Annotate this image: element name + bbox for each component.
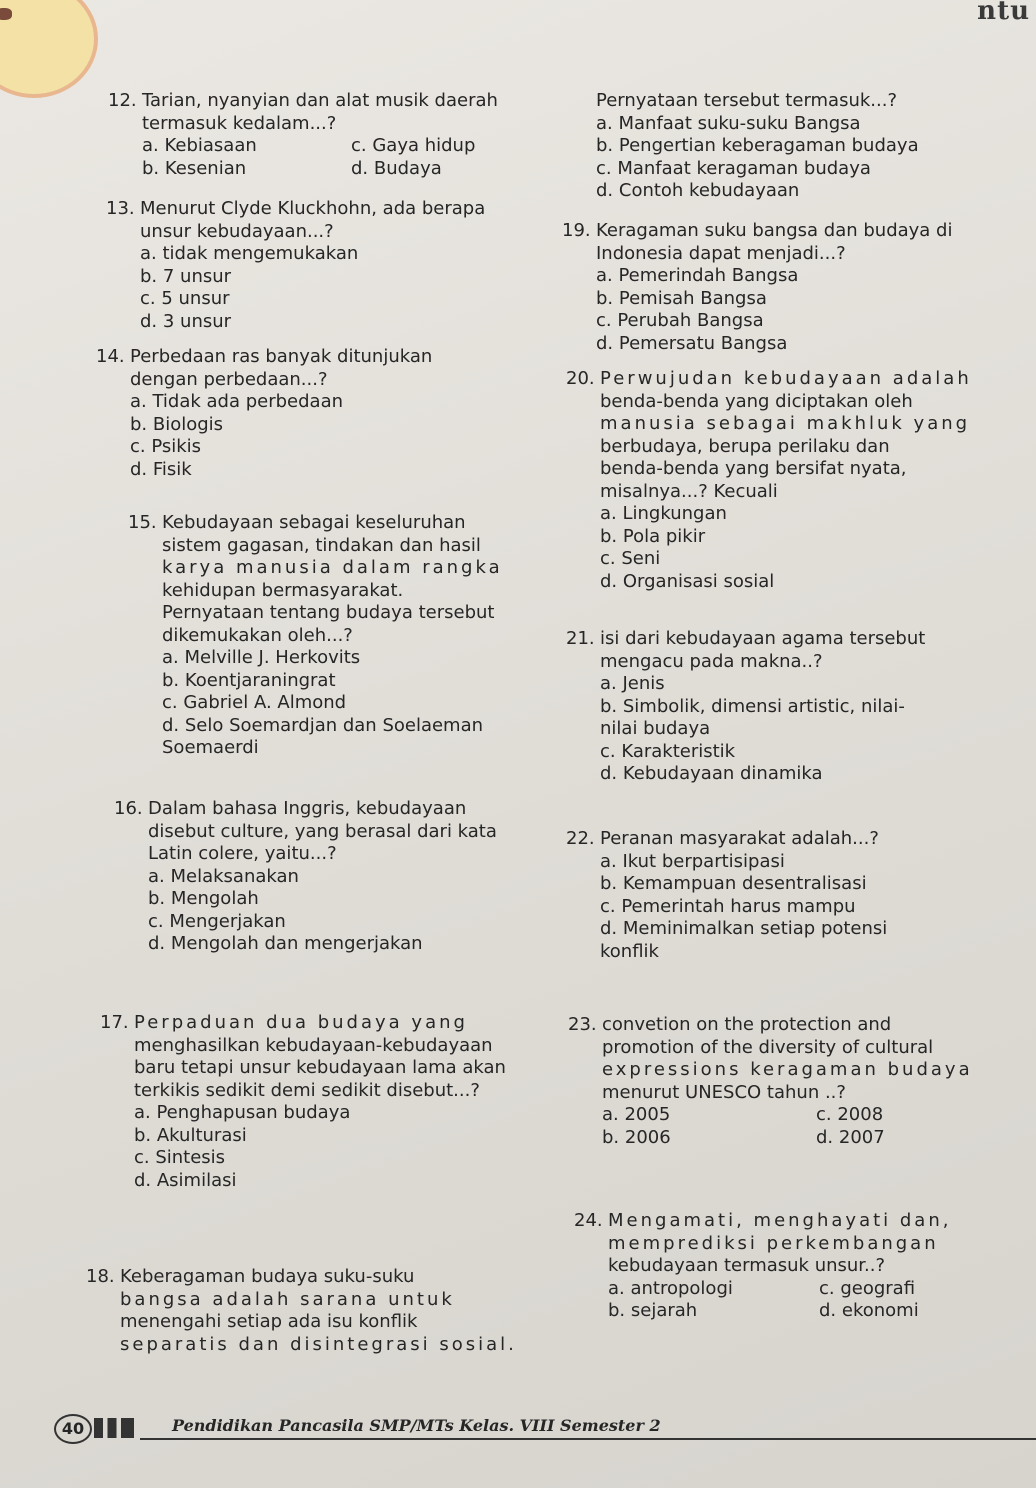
question-stem-line — [100, 798, 560, 821]
question-number: 20. — [566, 368, 595, 389]
answer-options — [578, 1104, 1030, 1149]
question-stem-line — [100, 1057, 560, 1080]
answer-option[interactable]: a. antropologi — [608, 1277, 733, 1299]
question-stem-text: terkikis sedikit demi sedikit disebut...? — [134, 1079, 480, 1101]
answer-option[interactable]: c. Mengerjakan — [148, 910, 286, 932]
answer-option[interactable]: d. Organisasi sosial — [600, 570, 775, 592]
question-stem-text: karya manusia dalam rangka — [162, 557, 503, 578]
answer-option[interactable]: d. Budaya — [351, 157, 442, 179]
question-stem-text: Dalam bahasa Inggris, kebudayaan — [148, 798, 467, 819]
question-stem-line — [100, 1035, 560, 1058]
question-stem-text: benda-benda yang bersifat nyata, — [600, 458, 907, 479]
question-stem-line — [578, 1255, 1030, 1278]
question-q14 — [96, 346, 560, 481]
answer-option[interactable]: b. Kesenian — [142, 157, 247, 179]
answer-option-row — [134, 1170, 560, 1193]
answer-option-row — [134, 1147, 560, 1170]
question-stem-text: promotion of the diversity of cultural — [602, 1036, 934, 1058]
answer-option-row — [602, 1104, 1030, 1127]
answer-option-row — [600, 696, 1030, 719]
answer-option-row — [600, 873, 1030, 896]
question-stem-line — [578, 1037, 1030, 1060]
answer-option[interactable]: d. Kebudayaan dinamika — [600, 763, 823, 784]
question-stem-text: Latin colere, yaitu...? — [148, 843, 337, 864]
question-stem-text: memprediksi perkembangan — [608, 1232, 939, 1254]
question-q13 — [100, 198, 560, 333]
book-title: Pendidikan Pancasila SMP/MTs Kelas. VIII Semester 2 — [172, 1416, 661, 1435]
question-number: 22. — [566, 828, 595, 849]
answer-option[interactable]: a. Melville J. Herkovits — [162, 647, 361, 668]
answer-option[interactable]: c. Seni — [600, 548, 661, 569]
answer-option-row — [596, 135, 1030, 158]
question-q18 — [86, 1266, 560, 1356]
question-stem-text: Perpaduan dua budaya yang — [134, 1012, 468, 1033]
question-stem-text: sistem gagasan, tindakan dan hasil — [162, 534, 481, 556]
answer-options — [100, 866, 560, 956]
question-number: 19. — [562, 220, 591, 241]
question-stem-text: Perbedaan ras banyak ditunjukan — [130, 346, 433, 367]
question-stem-text: menengahi setiap ada isu konflik — [120, 1311, 418, 1332]
answer-option-row — [608, 1300, 1030, 1323]
answer-option-row — [130, 459, 560, 482]
question-number: 17. — [100, 1012, 129, 1033]
question-stem-line — [100, 625, 560, 648]
question-stem-text: Pernyataan tersebut termasuk...? — [596, 90, 898, 111]
answer-option[interactable]: Soemaerdi — [162, 737, 259, 758]
question-number: 15. — [128, 512, 157, 533]
question-q22 — [566, 828, 1030, 963]
question-stem-line — [100, 1080, 560, 1103]
question-stem-line — [100, 535, 560, 558]
answer-options — [100, 647, 560, 760]
question-stem-line — [578, 1082, 1030, 1105]
answer-option[interactable]: b. 2006 — [602, 1126, 671, 1148]
answer-option-row — [148, 933, 560, 956]
answer-option[interactable]: c. Gaya hidup — [351, 135, 476, 156]
question-stem-line — [566, 628, 1030, 651]
answer-option[interactable]: a. Manfaat suku-suku Bangsa — [596, 112, 861, 134]
answer-option-row — [130, 414, 560, 437]
question-stem-line — [86, 1266, 560, 1289]
question-stem-text: convetion on the protection and — [602, 1014, 892, 1035]
answer-option[interactable]: a. Penghapusan budaya — [134, 1102, 351, 1123]
answer-option-row — [130, 391, 560, 414]
question-stem-text: dikemukakan oleh...? — [162, 624, 353, 646]
question-q12 — [100, 90, 560, 180]
answer-option[interactable]: c. Psikis — [130, 436, 202, 457]
page-footer — [54, 1414, 1036, 1448]
question-stem-line — [566, 368, 1030, 391]
question-stem-line — [100, 821, 560, 844]
answer-option-row — [130, 436, 560, 459]
answer-option[interactable]: b. Simbolik, dimensi artistic, nilai- — [600, 695, 905, 717]
answer-option[interactable]: c. Gabriel A. Almond — [162, 692, 347, 713]
question-stem-line — [574, 1210, 1030, 1233]
answer-option[interactable]: c. 2008 — [816, 1104, 884, 1125]
question-stem-text: Keragaman suku bangsa dan budaya di — [596, 220, 953, 241]
sticker-detail — [0, 8, 12, 20]
question-stem-text: dengan perbedaan...? — [130, 368, 328, 390]
question-stem-text: disebut culture, yang berasal dari kata — [148, 820, 497, 842]
answer-option-row — [600, 673, 1030, 696]
answer-option[interactable]: a. Melaksanakan — [148, 865, 299, 887]
answer-option[interactable]: c. geografi — [819, 1277, 916, 1299]
answer-option[interactable]: b. Mengolah — [148, 888, 259, 909]
answer-options — [100, 1102, 560, 1192]
answer-option-row — [600, 941, 1030, 964]
question-number: 24. — [574, 1210, 603, 1231]
answer-options — [578, 265, 1030, 355]
question-stem-line — [100, 512, 560, 535]
question-q16 — [100, 798, 560, 956]
answer-option[interactable]: d. 2007 — [816, 1126, 885, 1148]
answer-option-row — [600, 763, 1030, 786]
page-number: 40 — [54, 1414, 92, 1444]
answer-option[interactable]: a. Ikut berpartisipasi — [600, 850, 785, 872]
question-stem-text: manusia sebagai makhluk yang — [600, 413, 971, 434]
answer-option[interactable]: d. 3 unsur — [140, 310, 232, 332]
answer-option[interactable]: a. Kebiasaan — [142, 135, 257, 156]
answer-option-row — [600, 571, 1030, 594]
question-stem-line — [100, 198, 560, 221]
question-stem-line — [578, 458, 1030, 481]
answer-option-row — [134, 1102, 560, 1125]
answer-option[interactable]: b. Pengertian keberagaman budaya — [596, 135, 919, 156]
question-stem-text: menurut UNESCO tahun ..? — [602, 1081, 846, 1103]
answer-option-row — [162, 670, 560, 693]
answer-options — [578, 503, 1030, 593]
answer-option-row — [600, 503, 1030, 526]
question-stem-text: isi dari kebudayaan agama tersebut — [600, 628, 926, 649]
answer-option-row — [142, 135, 560, 158]
question-stem-text: berbudaya, berupa perilaku dan — [600, 435, 890, 457]
question-q15 — [100, 512, 560, 760]
question-stem-line — [100, 90, 560, 113]
footer-rule — [140, 1438, 1036, 1440]
question-number: 18. — [86, 1266, 115, 1287]
question-stem-text: Menurut Clyde Kluckhohn, ada berapa — [140, 198, 486, 219]
answer-option[interactable]: c. Pemerintah harus mampu — [600, 895, 856, 917]
question-number: 16. — [114, 798, 143, 819]
answer-option-row — [162, 692, 560, 715]
answer-option[interactable]: b. Biologis — [130, 413, 224, 435]
answer-option[interactable]: d. Fisik — [130, 458, 192, 480]
answer-option[interactable]: c. 5 unsur — [140, 288, 230, 309]
answer-option[interactable]: b. Pemisah Bangsa — [596, 287, 767, 309]
question-stem-line — [578, 1233, 1030, 1256]
answer-option-row — [600, 548, 1030, 571]
answer-option-row — [596, 113, 1030, 136]
answer-option-row — [140, 311, 560, 334]
answer-option[interactable]: d. ekonomi — [819, 1300, 919, 1321]
question-stem-text: mengacu pada makna..? — [600, 650, 823, 672]
answer-option-row — [162, 647, 560, 670]
answer-options — [100, 135, 560, 180]
question-stem-line — [100, 1289, 560, 1312]
question-stem-text: misalnya...? Kecuali — [600, 480, 778, 502]
answer-option[interactable]: b. Pola pikir — [600, 525, 706, 547]
question-stem-line — [100, 1334, 560, 1357]
question-stem-text: Indonesia dapat menjadi...? — [596, 242, 846, 264]
answer-option-row — [602, 1127, 1030, 1150]
answer-option-row — [148, 866, 560, 889]
question-stem-text: Pernyataan tentang budaya tersebut — [162, 602, 495, 623]
answer-option[interactable]: a. tidak mengemukakan — [140, 243, 359, 264]
question-stem-line — [578, 243, 1030, 266]
answer-option[interactable]: b. Kemampuan desentralisasi — [600, 873, 867, 894]
answer-options — [578, 1278, 1030, 1323]
question-stem-line — [96, 346, 560, 369]
question-stem-line — [578, 481, 1030, 504]
question-number: 21. — [566, 628, 595, 649]
answer-options — [578, 113, 1030, 203]
answer-option-row — [162, 737, 560, 760]
question-stem-text: benda-benda yang diciptakan oleh — [600, 390, 913, 412]
question-stem-line — [100, 369, 560, 392]
question-stem-text: unsur kebudayaan...? — [140, 220, 334, 242]
question-stem-line — [566, 828, 1030, 851]
answer-option-row — [600, 526, 1030, 549]
question-stem-line — [578, 90, 1030, 113]
answer-option-row — [596, 158, 1030, 181]
question-stem-text: kehidupan bermasyarakat. — [162, 579, 404, 601]
answer-option-row — [596, 265, 1030, 288]
question-q17 — [100, 1012, 560, 1192]
question-stem-text: termasuk kedalam...? — [142, 112, 337, 134]
answer-option-row — [140, 288, 560, 311]
question-number: 12. — [108, 90, 137, 111]
footer-stripe-decoration — [94, 1418, 134, 1438]
question-stem-line — [578, 391, 1030, 414]
question-stem-text: Mengamati, menghayati dan, — [608, 1210, 952, 1231]
corner-heading-fragment: ntu — [977, 0, 1030, 26]
question-stem-line — [100, 602, 560, 625]
question-stem-line — [100, 113, 560, 136]
question-stem-line — [578, 651, 1030, 674]
question-stem-text: Keberagaman budaya suku-suku — [120, 1266, 415, 1287]
question-stem-line — [100, 580, 560, 603]
answer-option-row — [140, 243, 560, 266]
question-stem-text: kebudayaan termasuk unsur..? — [608, 1255, 886, 1276]
answer-option[interactable]: c. Perubah Bangsa — [596, 310, 764, 331]
answer-option-row — [596, 180, 1030, 203]
answer-options — [578, 851, 1030, 964]
answer-option[interactable]: a. 2005 — [602, 1104, 671, 1125]
answer-option[interactable]: c. Sintesis — [134, 1147, 226, 1168]
question-stem-line — [100, 557, 560, 580]
question-stem-text: Perwujudan kebudayaan adalah — [600, 368, 972, 389]
answer-option-row — [134, 1125, 560, 1148]
question-stem-line — [100, 843, 560, 866]
question-q21 — [566, 628, 1030, 786]
answer-option-row — [600, 741, 1030, 764]
question-stem-text: Peranan masyarakat adalah...? — [600, 828, 879, 849]
answer-options — [100, 391, 560, 481]
question-number: 13. — [106, 198, 135, 219]
answer-option[interactable]: d. Asimilasi — [134, 1169, 237, 1191]
answer-option-row — [148, 911, 560, 934]
answer-option[interactable]: d. Meminimalkan setiap potensi — [600, 918, 888, 939]
question-stem-text: Kebudayaan sebagai keseluruhan — [162, 512, 466, 533]
question-stem-line — [100, 221, 560, 244]
question-stem-text: bangsa adalah sarana untuk — [120, 1288, 455, 1310]
answer-option-row — [596, 288, 1030, 311]
question-number: 14. — [96, 346, 125, 367]
question-q19 — [562, 220, 1030, 355]
answer-option-row — [148, 888, 560, 911]
answer-option[interactable]: a. Tidak ada perbedaan — [130, 391, 344, 412]
answer-option[interactable]: b. sejarah — [608, 1300, 698, 1321]
corner-sticker-image — [0, 0, 98, 98]
question-stem-text: Tarian, nyanyian dan alat musik daerah — [142, 90, 498, 111]
question-q18cont — [578, 90, 1030, 203]
answer-option-row — [600, 896, 1030, 919]
answer-option[interactable]: b. Koentjaraningrat — [162, 669, 336, 691]
answer-option[interactable]: a. Lingkungan — [600, 503, 727, 524]
answer-options — [100, 243, 560, 333]
answer-option[interactable]: d. Selo Soemardjan dan Soelaeman — [162, 714, 484, 736]
answer-option-row — [608, 1278, 1030, 1301]
question-q24 — [574, 1210, 1030, 1323]
answer-option-row — [596, 310, 1030, 333]
question-stem-line — [562, 220, 1030, 243]
answer-option-row — [162, 715, 560, 738]
answer-option[interactable]: konflik — [600, 940, 659, 962]
question-stem-line — [100, 1012, 560, 1035]
question-stem-text: separatis dan disintegrasi sosial. — [120, 1333, 517, 1355]
question-stem-line — [578, 436, 1030, 459]
answer-option-row — [600, 851, 1030, 874]
answer-options — [578, 673, 1030, 786]
question-number: 23. — [568, 1014, 597, 1035]
answer-option[interactable]: nilai budaya — [600, 718, 711, 739]
answer-option[interactable]: c. Karakteristik — [600, 740, 736, 762]
question-q20 — [566, 368, 1030, 593]
question-stem-line — [100, 1311, 560, 1334]
question-stem-line — [568, 1014, 1030, 1037]
answer-option[interactable]: d. Mengolah dan mengerjakan — [148, 933, 423, 954]
answer-option[interactable]: b. Akulturasi — [134, 1124, 247, 1146]
question-stem-line — [578, 413, 1030, 436]
question-stem-line — [578, 1059, 1030, 1082]
answer-option-row — [142, 158, 560, 181]
answer-option-row — [140, 266, 560, 289]
answer-option-row — [596, 333, 1030, 356]
question-stem-text: expressions keragaman budaya — [602, 1059, 973, 1080]
question-q23 — [568, 1014, 1030, 1149]
answer-option[interactable]: d. Contoh kebudayaan — [596, 180, 800, 201]
answer-option-row — [600, 918, 1030, 941]
question-stem-text: menghasilkan kebudayaan-kebudayaan — [134, 1034, 493, 1056]
question-stem-text: baru tetapi unsur kebudayaan lama akan — [134, 1057, 506, 1078]
answer-option[interactable]: c. Manfaat keragaman budaya — [596, 157, 871, 179]
answer-option[interactable]: a. Pemerindah Bangsa — [596, 265, 799, 286]
answer-option[interactable]: d. Pemersatu Bangsa — [596, 332, 788, 354]
answer-option[interactable]: a. Jenis — [600, 673, 665, 694]
answer-option[interactable]: b. 7 unsur — [140, 265, 232, 287]
answer-option-row — [600, 718, 1030, 741]
